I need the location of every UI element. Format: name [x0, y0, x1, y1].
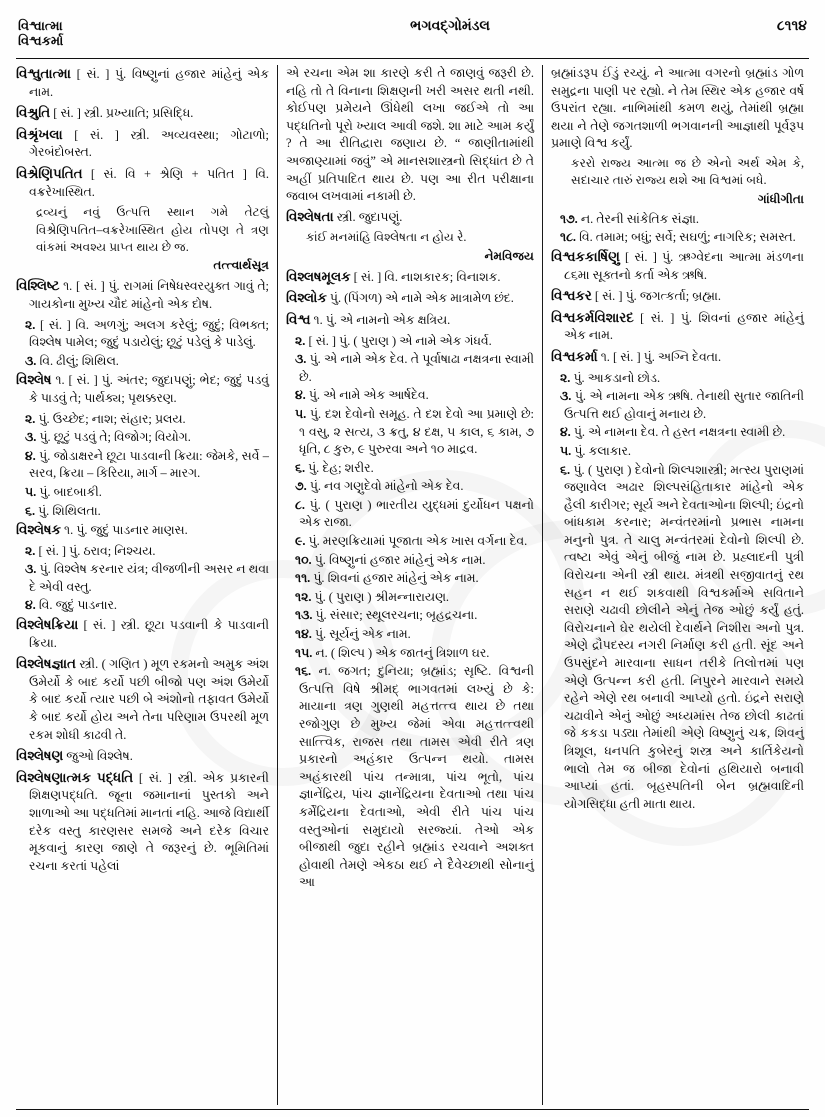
- entry-sense: ૨. પું. ઉચ્છેદ; નાશ; સંહાર; પ્રલય.: [25, 411, 186, 426]
- sense-number: ૪.: [25, 598, 36, 613]
- dictionary-entry: વિશ્લેષણ જુઓ વિશ્લેષ.: [16, 748, 133, 764]
- headword: વિશ્વકર્મા: [551, 348, 598, 364]
- sense-number: ૬.: [295, 460, 306, 475]
- entry-sense: ૬. પું. શિથિલતા.: [25, 503, 101, 518]
- sense-number: ૧૩.: [295, 608, 313, 623]
- page-number: ૮૧૧૪: [776, 19, 807, 34]
- page-header: [14, 14, 811, 56]
- entry-sense: ૯. પું. મરણક્રિયામાં પૂજાતા એક ખાસ વર્ગના દેવ.: [295, 534, 528, 549]
- sense-number: ૪.: [295, 388, 306, 403]
- sense-number: ૧૬.: [295, 664, 312, 679]
- entry-sense: ૧૧. પું. શિવનાં હજાર માંહેનું એક નામ.: [295, 571, 479, 586]
- dictionary-entry: વિશ્વકર્મવિશારદ [ સં. ] પું. શિવનાં હજાર માંહેનું એક નામ.: [551, 309, 804, 343]
- continued-text: બ્રહ્માંડરૂપ ઈંડું રચ્યું. ને આત્મા વગરનો બ્રહ્માંડ ગોળ સમુદ્રના પાણી પર રહ્યો. ને તેમ સ્થિર એક હજાર વર્ષ ઉપરાંત રહ્યા. નાભિમાંથી કમળ થયું, તેમાંથી બ્રહ્મા થયા ને તેણે જગતશાળી ભગવાનની આજ્ઞાથી પૂર્વરૂપ પ્રમાણે વિશ્વ કર્યું.: [551, 66, 804, 151]
- dictionary-entry: વિશ્રુતિ [ સં. ] સ્ત્રી. પ્રખ્યાતિ; પ્રસિદ્ધિ.: [16, 105, 194, 121]
- sense-number: ૧૫.: [295, 645, 313, 660]
- guide-word-last: વિશ્વકર્મા: [18, 33, 64, 48]
- book-title: ભગવદ્ગોમંડલ: [410, 19, 490, 34]
- entry-sense: ૧૪. પું. સૂર્યનું એક નામ.: [295, 627, 411, 642]
- headword: વિશ્લેષ: [16, 372, 52, 388]
- entry-sense: ૩. પું. એ નામના એક ઋષિ. તેનાથી સુતાર જાતિની ઉત્પત્તિ થઈ હોવાનું મનાય છે.: [560, 389, 804, 421]
- dictionary-entry: વિશ્લેષ ૧. [ સં. ] પું. અંતર; જુદાપણું; ભેદ; જુદું પડવું કે પાડવું તે; પાર્થક્ય; પૃથક્કરણ.: [16, 372, 269, 405]
- citation-quote: કાંઈ મનમાંહિ વિશ્લેષતા ન હોય રે.: [306, 230, 467, 245]
- citation-source: તત્ત્વાર્થસૂત્ર: [213, 258, 269, 273]
- entry-sense: ૧૩. પું. સંસાર; સ્થૂલરચના; બૃહદ્રચના.: [295, 608, 478, 623]
- entry-sense: ૧૨. પું. ( પુરાણ ) શ્રીમન્નારાયણ.: [295, 589, 449, 604]
- header-divider-rule: [16, 58, 809, 59]
- entry-sense: ૨. [ સં. ] પું. ( પુરાણ ) એ નામે એક ગંધર્વ.: [295, 333, 492, 348]
- dictionary-entry: વિશ્લેષજ્ઞાત સ્ત્રી. ( ગણિત ) મૂળ રકમનો અમુક અંશ ઉમેર્યો કે બાદ કર્યો પછી બીજો પણ અંશ ઉમેર્યો કે બાદ કર્યો ત્યાર પછી બે અંશોનો તફાવત ઉમેર્યો કે બાદ કર્યો હોય અને તેના પરિણામ ઉપરથી મૂળ રકમ શોધી કાઢવી તે.: [16, 656, 269, 742]
- sense-number: ૩.: [25, 353, 37, 368]
- dictionary-entry: વિશ્લેષતા સ્ત્રી. જુદાપણું.: [286, 208, 403, 224]
- entry-sense: ૧૮. વિ. તમામ; બધું; સર્વે; સઘળું; નાગરિક; સમસ્ત.: [560, 230, 796, 245]
- sense-number: ૨.: [25, 411, 36, 426]
- sense-number: ૪.: [560, 425, 571, 440]
- sense-number: ૧૮.: [560, 230, 576, 245]
- dictionary-entry: વિશ્વકર્મા ૧. [ સં. ] પું. અગ્નિ દેવતા.: [551, 348, 722, 364]
- sense-number: ૬.: [25, 503, 36, 518]
- sense-number: ૯.: [295, 534, 306, 549]
- entry-sense: ૧૦. પું. વિષ્ણુનાં હજાર માંહેનું એક નામ.: [295, 552, 486, 567]
- sense-number: ૩.: [25, 430, 37, 445]
- entry-sense: ૭. પું. નવ ગણુદેવો માંહેનો એક દેવ.: [295, 479, 464, 494]
- dictionary-entry: વિશ્લેષણાત્મક પદ્ધતિ [ સં. ] સ્ત્રી. એક પ્રકારની શિક્ષણપદ્ધતિ. જૂના જમાનાનાં પુસ્તકો અને શાળાઓ આ પદ્ધતિમાં માનતાં નહિ. આજે વિદ્યાર્થી દરેક વસ્તુ કારણસર સમજે અને દરેક વિચાર મૂકવાનું કારણ જાણે તે જરૂરનું છે. ભૂમિતિમાં રચના કરતાં પહેલાં: [16, 769, 269, 873]
- entry-sense: ૧૭. ન. તેરની સાંકેતિક સંજ્ઞા.: [560, 211, 699, 226]
- headword: વિશ્લેષક: [16, 522, 61, 538]
- sense-number: ૨.: [560, 370, 571, 385]
- sense-number: ૩.: [295, 352, 307, 367]
- column-divider-2: [542, 65, 543, 1105]
- headword: વિશ્લેષક્રિયા: [16, 617, 79, 633]
- sense-number: ૨.: [25, 317, 36, 332]
- dictionary-entry: વિશ્વુતાત્મા [ સં. ] પું. વિષ્ણુનાં હજાર માંહેનું એક નામ.: [16, 66, 269, 99]
- sense-number: ૫.: [25, 484, 37, 499]
- headword: વિશ્રુતિ: [16, 105, 51, 121]
- entry-sense: ૪. પું. એ નામે એક આર્ષદેવ.: [295, 388, 429, 403]
- headword: વિશ્વકર: [551, 288, 592, 304]
- entry-sense: ૪. વિ. જુદું પાડનાર.: [25, 598, 117, 613]
- entry-sense: ૩. વિ. ઢીલું; શિથિલ.: [25, 353, 119, 368]
- dictionary-entry: વિશ્વકર [ સં. ] પું. જગત્કર્તા; બ્રહ્મા.: [551, 288, 721, 304]
- sense-number: ૧૧.: [295, 571, 311, 586]
- headword: વિશ્લેષજ્ઞાત: [16, 656, 76, 672]
- entry-sense: ૬. પું. દેહ; શરીર.: [295, 460, 374, 475]
- headword: વિશ્રૃંખલા: [16, 126, 63, 142]
- dictionary-entry: વિશ્લષમૂલક [ સં. ] વિ. નાશકારક; વિનાશક.: [286, 268, 501, 284]
- entry-sense: ૬. પું. ( પુરાણ ) દેવોનો શિલ્પશાસ્ત્રી; મત્સ્ય પુરાણમાં જણાવેલ અઢાર શિલ્પસંહિતાકાર માંહેનો એક હૈલી કારીગર; સૂર્ય અને દેવતાઓના શિલ્પી; ઇંદ્રનો બાંધકામ કરનાર; મન્વંતરમાંનો પ્રભાસ નામના મનુનો પુત્ર. તે ચાલુ મન્વંતરમાં દેવોનો શિલ્પી છે. ત્વષ્ટા એવું એનું બીજું નામ છે. પ્રહ્લાદની પુત્રી વિરોચના એની સ્ત્રી થાય. મંત્રથી સજીવાતનું રથ સહન ન થઈ શકવાથી વિશ્વકર્માએ સવિતાને સરાણે ચઢાવી છોલીને એનું તેજ ઓછું કર્યું હતું. વિરોચનાને ઘેર થયેલી દેવાર્થને નિશીરા અનો પુત્ર. એણે દ્રૌપદસ્ય નગરી નિર્માણ કરી હતી. સૂંદ અને ઉપસુંદને મારવાના સાધન તરીકે તિલોત્તમાં પણ એણે ઉત્પન્ન કરી હતી. નિપુરને મારવાને સમયે રહેને એણે રથ બનાવી આપ્યો હતો. ઇંદ્રને સરાણે ચઢાવીને એનું ઓછું અધ્યમાંસ તેજ છોલી કાઢતાં જે કકડા પડ્યા તેમાંથી એણે વિષ્ણુનું ચક્ર, શિવનું ત્રિશૂલ, ધનપતિ કુબેરનું શસ્ત્ર અને કાર્તિકેયનો ભાલો તેમ જ બીજા દેવોનાં હથિયારો બનાવી આપ્યાં હતાં. બૃહસ્પતિની બેન બ્રહ્મવાદિની યોગસિદ્ધા હતી માતા થાય.: [560, 462, 804, 811]
- entry-sense: ૫. પું. કલાકાર.: [560, 443, 632, 458]
- headword: વિશ્વકર્મવિશારદ: [551, 309, 634, 325]
- entry-sense: ૩. પું. વિશ્લેષ કરનાર યંત્ર; વીજળીની અસર ન થવા દે એવી વસ્તુ.: [25, 562, 269, 594]
- dictionary-entry: વિશ્રૃંખલા [ સં. ] સ્ત્રી. અવ્યવસ્થા; ગોટાળો; ગેરબંદોબસ્ત.: [16, 126, 269, 160]
- entry-sense: ૨. પું. આકડાનો છોડ.: [560, 370, 661, 385]
- headword: વિશ્રેણિપતિત: [16, 165, 83, 181]
- sense-number: ૫.: [560, 443, 572, 458]
- sense-number: ૮.: [295, 497, 305, 512]
- entry-sense: ૫. પું. દશ દેવોનો સમૂહ. તે દશ દેવો આ પ્રમાણે છે: ૧ વસુ, ૨ સત્ય, ૩ ક્રતુ, ૪ દક્ષ, ૫ કાલ, ૬ કામ, ૭ ધૃતિ, ૮ કુરુ, ૯ પુરુરવા અને ૧૦ માદ્રવ.: [295, 406, 534, 457]
- entry-sense: ૪. પું. જોડાક્ષરને છૂટા પાડવાની ક્રિયા: જેમકે, સર્વે – સરવ, ક્રિયા – કિરિયા, માર્ગ – મારગ.: [25, 448, 269, 481]
- columns-container: [14, 65, 811, 1105]
- headword: વિશ્વ: [286, 311, 311, 327]
- header-guide-words: [18, 18, 63, 48]
- headword: વિશ્લિષ્ટ: [16, 278, 60, 294]
- entry-sense: ૨. [ સં. ] પું. ઠરાવ; નિશ્ચય.: [25, 543, 156, 558]
- citation-source: નેમવિજય: [484, 248, 534, 263]
- citation-quote: કરરો રાજ્ય આત્મા જ છે એનો અર્થ એમ કે, સદાચાર તારું રાજ્ય થશે આ વિશ્વમાં બધે.: [571, 155, 804, 188]
- dictionary-entry: વિશ્લિષ્ટ ૧. [ સં. ] પું. રાગમાં નિષેધસ્વરયુક્ત ગાવું તે; ગાયકોના મુખ્ય ચૌદ માંહેનો એક દોષ.: [16, 278, 269, 311]
- sense-number: ૧૨.: [295, 589, 312, 604]
- sense-number: ૨.: [25, 543, 36, 558]
- sense-number: ૩.: [25, 562, 37, 577]
- dictionary-entry: વિશ્લેષક્રિયા [ સં. ] સ્ત્રી. છૂટા પડવાની કે પાડવાની ક્રિયા.: [16, 617, 269, 650]
- citation-source: ગાંધીગીતા: [757, 191, 804, 206]
- text-column-1: [14, 65, 276, 1105]
- entry-sense: ૨. [ સં. ] વિ. અળગું; અલગ કરેલું; જુદું; વિભક્ત; વિશ્લેષ પામેલ; જુદું પડાયેલું; છૂટું પડેલું કે પાડેલું.: [25, 317, 269, 350]
- sense-number: ૫.: [295, 406, 307, 421]
- sense-number: ૧૦.: [295, 552, 312, 567]
- entry-sense: ૫. પું. બાદબાકી.: [25, 484, 102, 499]
- dictionary-entry: વિશ્વ ૧. પું. એ નામનો એક ક્ષત્રિય.: [286, 311, 451, 327]
- dictionary-entry: વિશ્લેષક ૧. પું. જુદું પાડનાર માણસ.: [16, 522, 188, 538]
- continued-text: એ રચના એમ શા કારણે કરી તે જાણવું જરૂરી છે. નહિ તો તે વિનાના શિક્ષણની ખરી અસર થતી નથી. કોઈપણ પ્રમેયને ઊંધેથી લખા જઈએ તો આ પદ્ધતિનો પૂરો ખ્યાલ આવી જશે. શા માટે આમ કર્યું ? તે આ રીતિદ્વારા જણાય છે. “ જાણીતામાંથી અજાણ્યામાં જવું” એ માનસશાસ્ત્રનો સિદ્ધાંત છે તે અહીં પ્રતિપાદિત થાય છે. પણ આ રીત પરીક્ષાના જવાબ લખવામાં નકામી છે.: [286, 66, 534, 204]
- entry-sense: ૩. પું. એ નામે એક દેવ. તે પૂર્વાષાઢા નક્ષત્રના સ્વામી છે.: [295, 352, 534, 384]
- sense-number: ૩.: [560, 389, 572, 404]
- headword: વિશ્લેષણ: [16, 748, 64, 764]
- headword: વિશ્વકકાર્ષિણુ: [551, 248, 620, 264]
- headword: વિશ્લોક: [286, 290, 327, 306]
- sense-number: ૭.: [295, 479, 307, 494]
- dictionary-entry: વિશ્રેણિપતિત [ સં. વિ + શ્રેણિ + પતિત ] વિ. વક્રરેખાસ્થિત.: [16, 165, 269, 199]
- dictionary-entry: વિશ્વકકાર્ષિણુ [ સં. ] પું. ઋગ્વેદના આત્મા મંડળના ૮૬મા સૂક્તનો કર્તા એક ઋષિ.: [551, 248, 804, 282]
- footer-divider-rule: [16, 1109, 809, 1110]
- dictionary-entry: વિશ્લોક પું. (પિંગળ) એ નામે એક માત્રામેળ છંદ.: [286, 290, 514, 306]
- entry-sense: ૧૫. ન. ( શિલ્પ ) એક જાતનું ત્રિશાળ ઘર.: [295, 645, 490, 660]
- sense-number: ૨.: [295, 333, 306, 348]
- sense-number: ૧૭.: [560, 211, 578, 226]
- headword: વિશ્લેષણાત્મક પદ્ધતિ: [16, 769, 134, 785]
- entry-sense: ૪. પું. એ નામના દેવ. તે હસ્ત નક્ષત્રના સ્વામી છે.: [560, 425, 786, 440]
- column-divider-1: [277, 65, 278, 1105]
- text-column-2: [279, 65, 541, 1105]
- entry-sense: ૧૬. ન. જગત; દુનિયા; બ્રહ્માંડ; સૃષ્ટિ. વિશ્વની ઉત્પત્તિ વિષે શ્રીમદ્ ભાગવતમાં લખ્યું છે કે: માયાના ત્રણ ગુણથી મહત્તત્ત્વ થાય છે તથા રજોગુણ છે મુખ્ય જેમાં એવા મહત્તત્ત્વથી સાત્ત્વિક, રાજસ તથા તામસ એવી રીતે ત્રણ પ્રકારનો અહંકાર ઉત્પન્ન થયો. તામસ અહંકારથી પાંચ તન્માત્રા, પાંચ ભૂતો, પાંચ જ્ઞાનેંદ્રિય, પાંચ જ્ઞાનેંદ્રિયના દેવતાઓ તથા પાંચ કર્મેંદ્રિયના દેવતાઓ, એવી રીતે પાંચ પાંચ વસ્તુઓનાં સમુદાયો સરજ્યાં. તેઓ એક બીજાથી જુદા રહીને બ્રહ્માંડ રચવાને અશક્ત હોવાથી તેમણે એકઠા થઈ ને દૈવેચ્છાથી સોનાનું આ: [295, 664, 534, 890]
- text-column-3: [544, 65, 806, 1105]
- headword: વિશ્વુતાત્મા: [16, 66, 71, 81]
- sense-number: ૬.: [560, 462, 571, 477]
- entry-sense: ૮. પું. ( પુરાણ ) ભારતીય યુદ્ધમાં દુર્યોધન પક્ષનો એક રાજા.: [295, 497, 534, 530]
- sense-number: ૧૪.: [295, 627, 312, 642]
- guide-word-first: વિશ્વાત્મા: [18, 18, 63, 33]
- headword: વિશ્લેષતા: [286, 208, 334, 224]
- sense-number: ૪.: [25, 448, 36, 463]
- headword: વિશ્લષમૂલક: [286, 268, 351, 284]
- citation-quote: દ્રવ્યનું નવું ઉત્પત્તિ સ્થાન ગમે તેટલું વિશ્રેણિપતિત–વક્રરેખાસ્થિત હોય તોપણ તે ત્રણ વાંકમાં અવશ્ય પ્રાપ્ત થાય છે જ.: [36, 205, 269, 254]
- entry-sense: ૩. પું. છૂટું પડવું તે; વિજોગ; વિયોગ.: [25, 430, 191, 445]
